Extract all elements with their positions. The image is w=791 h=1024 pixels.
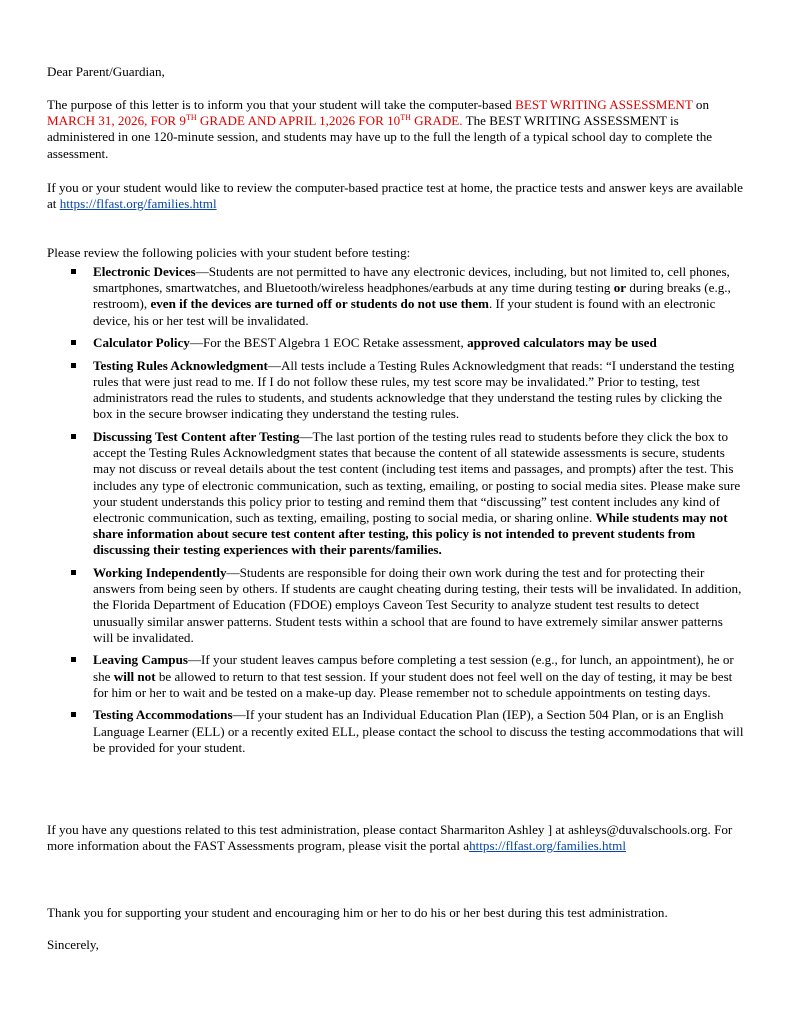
intro-text-1: The purpose of this letter is to inform you that your student will take the computer-based xyxy=(47,97,516,112)
policy-title: Working Independently xyxy=(93,565,227,581)
bullet-icon xyxy=(71,570,76,575)
policy-electronic-devices: Electronic Devices—Students are not permitted to have any electronic devices, including, but not limited to, cell phones, smartphones, smartwatches, and Bluetooth/wireless headphones/earbuds at any time during testing or during breaks (e.g., restroom), even if the devices are turned off or students do not use them. If your student is found with an electronic device, his or her test will be invalidated. xyxy=(47,264,744,329)
bullet-icon xyxy=(71,712,76,717)
questions-paragraph xyxy=(47,822,747,854)
thanks-paragraph: Thank you for supporting your student and encouraging him or her to do his or her best during this test administration. xyxy=(47,905,668,920)
bullet-icon xyxy=(71,340,76,345)
bullet-icon xyxy=(71,657,76,662)
policy-list xyxy=(47,264,744,762)
policy-discussing-content: Discussing Test Content after Testing—The last portion of the testing rules read to students before they click the box to accept the Testing Rules Acknowledgment states that because the content of all statewide assessments is secure, students may not discuss or reveal details about the test content (including test items and passages, and prompts) after the test. This includes any type of electronic communication, such as texting, emailing, or posting to social media sites. Please make sure your student understands this policy prior to testing and remind them that “discussing” test content includes any kind of electronic communication, such as texting, emailing, posting to social media, or sharing online. While students may not share information about secure test content after testing, this policy is not intended to prevent students from discussing their testing experiences with their parents/families. xyxy=(47,429,744,559)
policy-title: Testing Rules Acknowledgment xyxy=(93,357,268,373)
policy-title: Testing Accommodations xyxy=(93,707,233,723)
testing-dates: MARCH 31, 2026, FOR 9TH GRADE AND APRIL 1,2026 FOR 10TH GRADE. xyxy=(47,113,463,129)
intro-text-2: on xyxy=(692,97,710,112)
policies-intro: Please review the following policies with your student before testing: xyxy=(47,245,411,260)
policy-title: Calculator Policy xyxy=(93,335,190,351)
assessment-name: BEST WRITING ASSESSMENT xyxy=(515,97,693,112)
fast-portal-link[interactable]: https://flfast.org/families.html xyxy=(469,838,626,854)
policy-title: Leaving Campus xyxy=(93,652,188,668)
policy-leaving-campus: Leaving Campus—If your student leaves campus before completing a test session (e.g., for lunch, an appointment), he or she will not be allowed to return to that test session. If your student does not feel well on the day of testing, it may be best for him or her to wait and be tested on a make-up day. Please remember not to schedule appointments on testing days. xyxy=(47,652,744,701)
practice-text: If you or your student would like to review the computer-based practice test at home, the practice tests and answer keys are available at xyxy=(47,180,743,212)
policy-calculator: Calculator Policy—For the BEST Algebra 1 EOC Retake assessment, approved calculators may be used xyxy=(47,335,744,351)
policy-working-independently: Working Independently—Students are responsible for doing their own work during the test and for protecting their answers from being seen by others. If students are caught cheating during testing, their tests will be invalidated. In addition, the Florida Department of Education (FDOE) employs Caveon Test Security to analyze student test results to detect unusually similar answer patterns. Student tests within a school that are found to have extremely similar answer patterns will be invalidated. xyxy=(47,565,744,646)
practice-tests-link[interactable]: https://flfast.org/families.html xyxy=(59,196,217,212)
policy-title: Discussing Test Content after Testing xyxy=(93,429,300,444)
policy-title: Electronic Devices xyxy=(93,264,196,279)
policy-accommodations: Testing Accommodations—If your student has an Individual Education Plan (IEP), a Section 504 Plan, or is an English Language Learner (ELL) or a recently exited ELL, please contact the school to discuss the testing accommodations that will be provided for your student. xyxy=(47,707,744,756)
intro-text-3: The BEST WRITING ASSESSMENT is administered in one 120-minute session, and students may have up to the full the length of a typical school day to complete the assessment. xyxy=(47,113,713,161)
questions-text: If you have any questions related to this test administration, please contact Sharmariton Ashley ] at ashleys@duvalschools.org. For more information about the FAST Assessments program, please visit the portal a xyxy=(47,822,733,854)
closing: Sincerely, xyxy=(47,937,99,952)
bullet-icon xyxy=(71,434,76,439)
intro-paragraph xyxy=(47,97,747,162)
greeting: Dear Parent/Guardian, xyxy=(47,64,165,79)
practice-paragraph xyxy=(47,180,747,212)
bullet-icon xyxy=(71,269,76,274)
policy-testing-rules: Testing Rules Acknowledgment—All tests include a Testing Rules Acknowledgment that reads: “I understand the testing rules that were just read to me. If I do not follow these rules, my test score may be invalidated.” Prior to testing, test administrators read the rules to students, and students acknowledge that they understand the testing rules by clicking the box in the secure browser indicating they understand the testing rules. xyxy=(47,358,744,423)
bullet-icon xyxy=(71,363,76,368)
